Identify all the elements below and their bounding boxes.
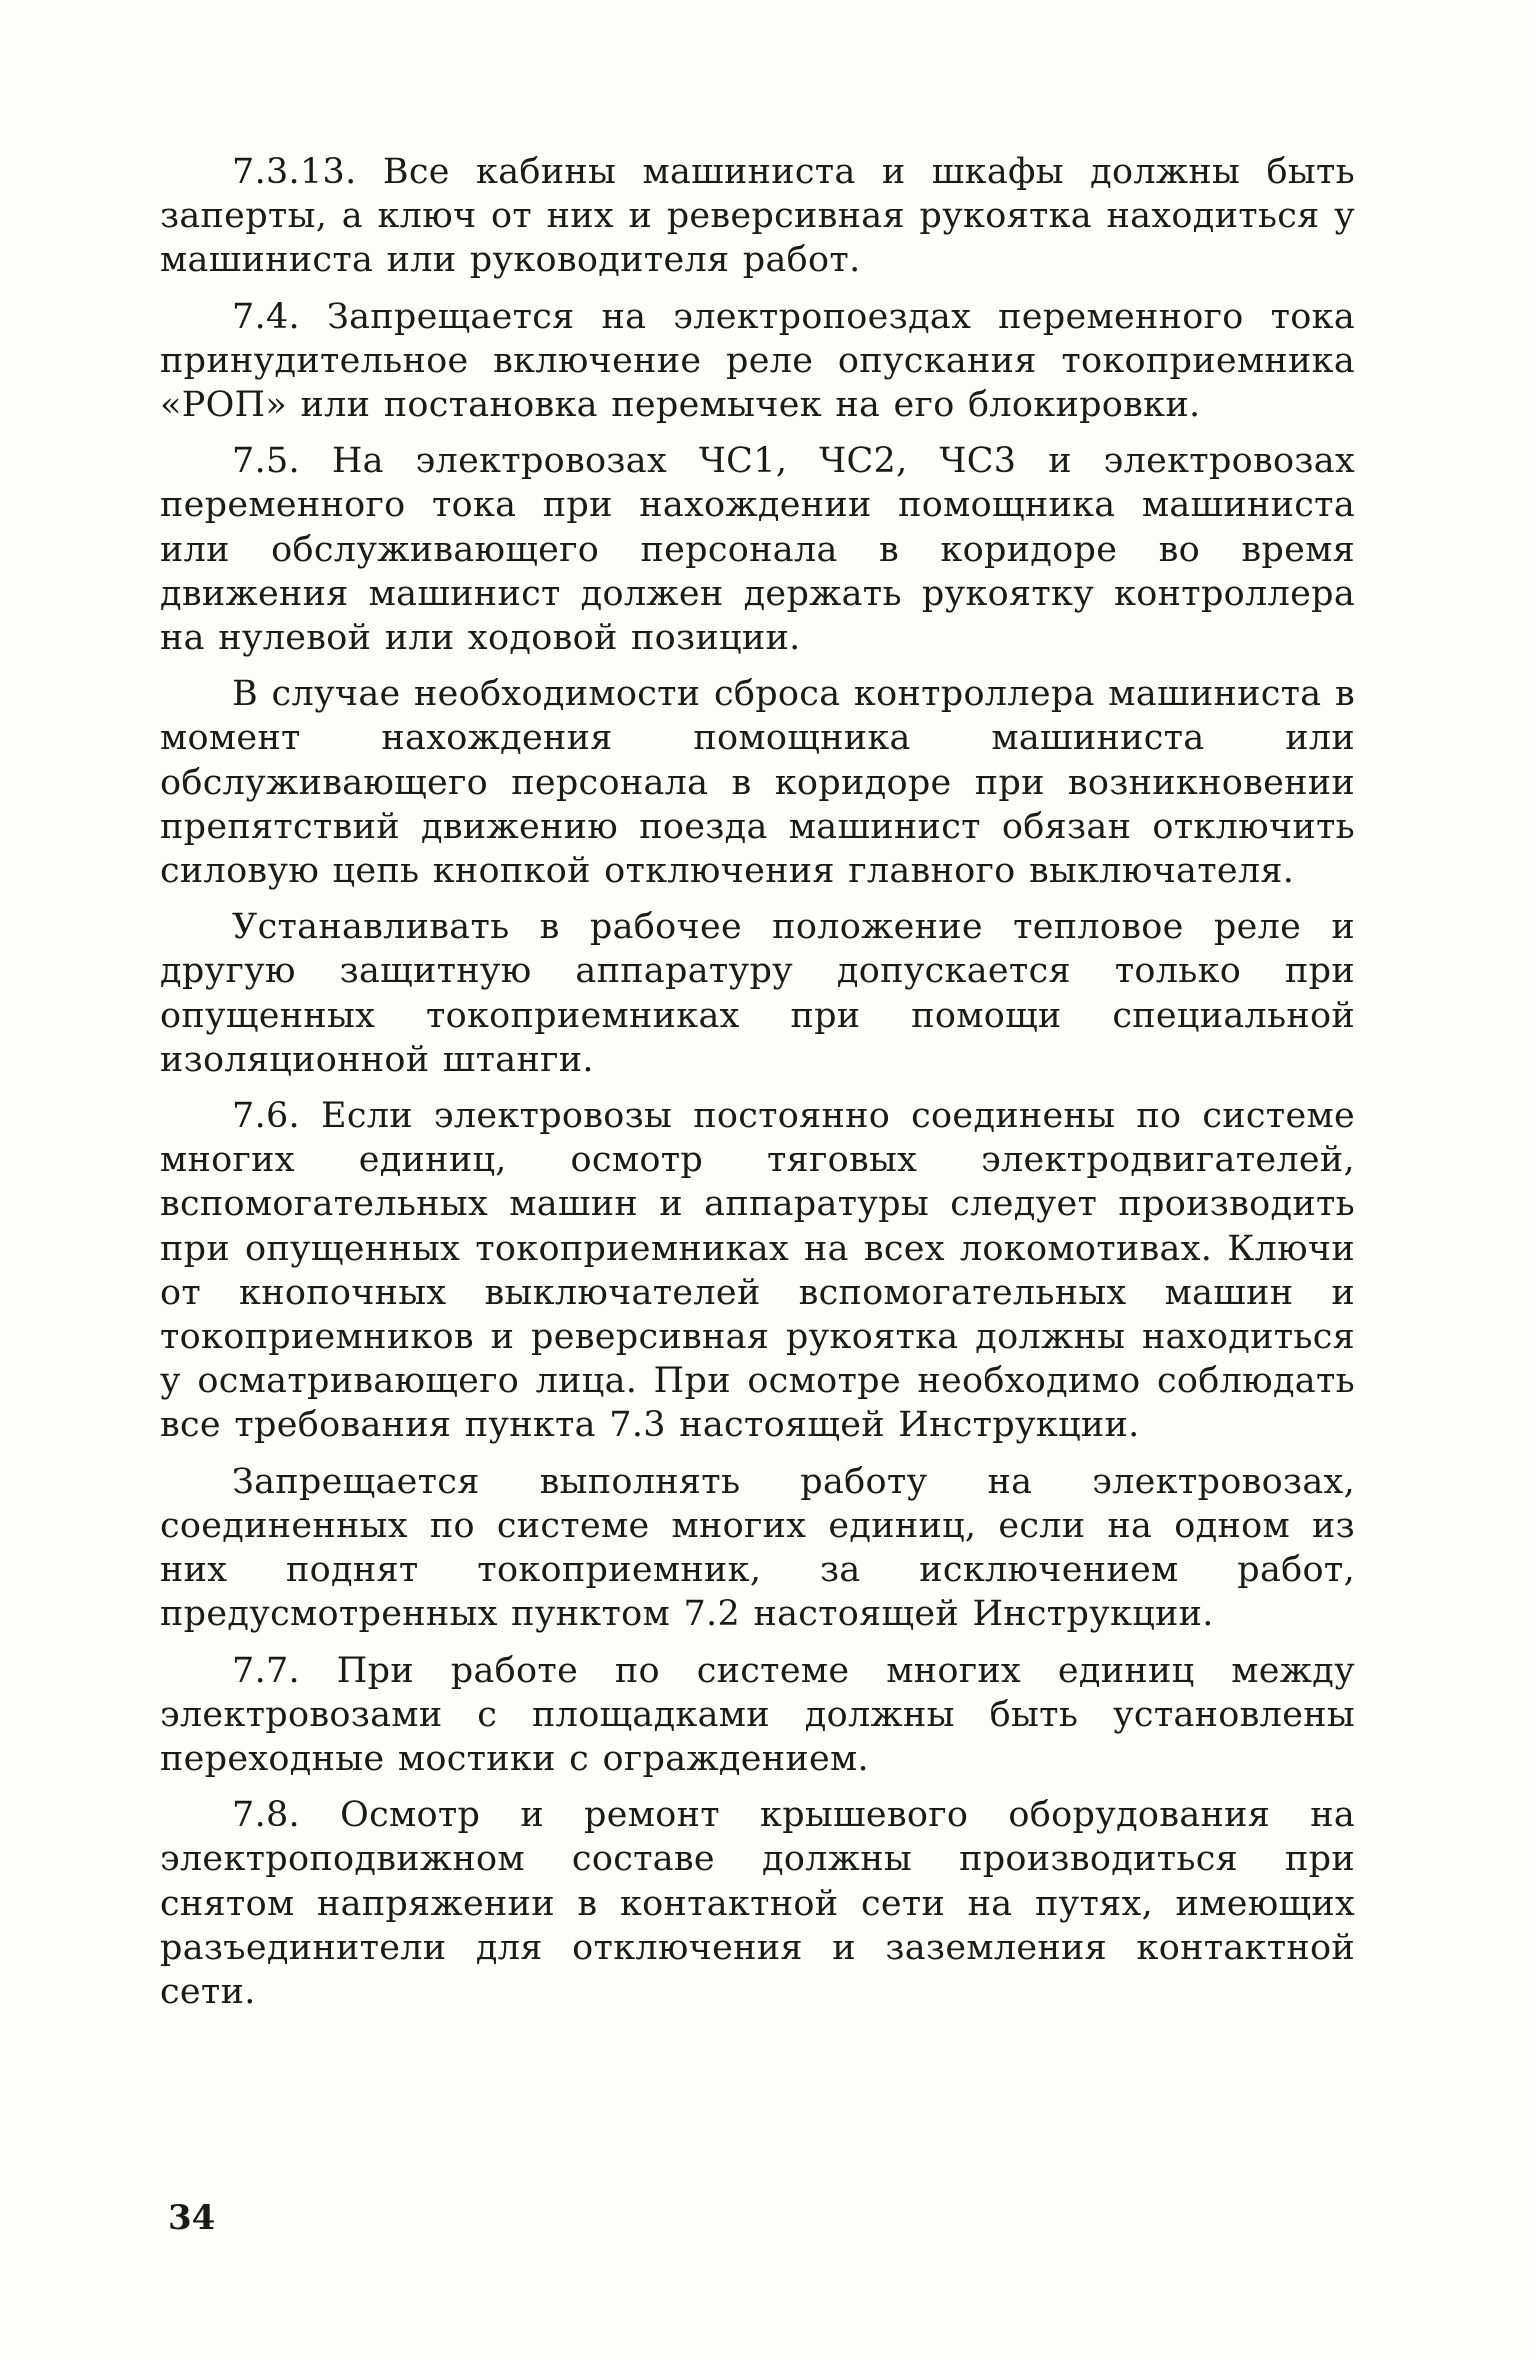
paragraph-7-4: 7.4. Запрещается на электропоездах переменного тока принудительное включение реле опускания токоприемника «РОП» или постановка перемычек на его блокировки. [160, 296, 1355, 426]
body-text [160, 150, 1355, 2026]
page-number: 34 [168, 2198, 216, 2238]
paragraph-7-5: 7.5. На электровозах ЧС1, ЧС2, ЧС3 и электровозах переменного тока при нахождении помощника машиниста или обслуживающего персонала в коридоре во время движения машинист должен держать рукоятку контроллера на нулевой или ходовой позиции. [160, 441, 1355, 659]
paragraph-7-6: 7.6. Если электровозы постоянно соединены по системе многих единиц, осмотр тяговых электродвигателей, вспомогательных машин и аппаратуры следует производить при опущенных токоприемниках на всех локомотивах. Ключи от кнопочных выключателей вспомогательных машин и токоприемников и реверсивная рукоятка должны находиться у осматривающего лица. При осмотре необходимо соблюдать все требования пункта 7.3 настоящей Инструкции. [160, 1096, 1355, 1446]
paragraph-7-8: 7.8. Осмотр и ремонт крышевого оборудования на электроподвижном составе должны производиться при снятом напряжении в контактной сети на путях, имеющих разъединители для отключения и заземления контактной сети. [160, 1795, 1355, 2012]
paragraph-7-3-13: 7.3.13. Все кабины машиниста и шкафы должны быть заперты, а ключ от них и реверсивная рукоятка находиться у машиниста или руководителя работ. [160, 152, 1355, 281]
paragraph-7-5-thermal-relay: Устанавливать в рабочее положение тепловое реле и другую защитную аппаратуру допускается только при опущенных токоприемниках при помощи специальной изоляционной штанги. [160, 907, 1355, 1080]
paragraph-7-6-prohibition: Запрещается выполнять работу на электровозах, соединенных по системе многих единиц, если на одном из них поднят токоприемник, за исключением работ, предусмотренных пунктом 7.2 настоящей Инструкции. [160, 1461, 1355, 1635]
paragraph-7-5-controller-reset: В случае необходимости сброса контроллера машиниста в момент нахождения помощника машиниста или обслуживающего персонала в коридоре при возникновении препятствий движению поезда машинист обязан отключить силовую цепь кнопкой отключения главного выключателя. [160, 674, 1355, 892]
paragraph-7-7: 7.7. При работе по системе многих единиц между электровозами с площадками должны быть установлены переходные мостики с ограждением. [160, 1650, 1355, 1779]
